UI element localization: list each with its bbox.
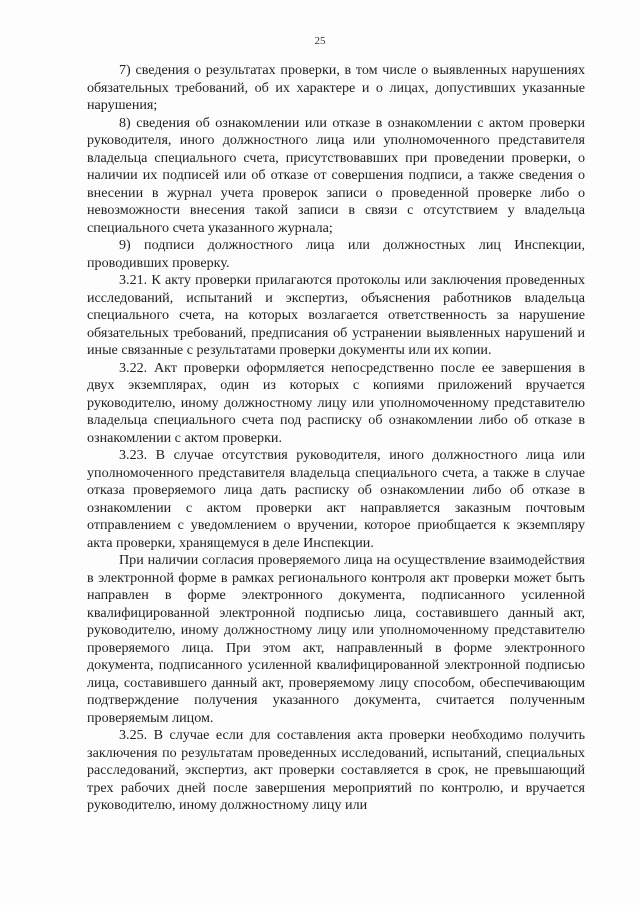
paragraph-3-23: 3.23. В случае отсутствия руководителя, иного должностного лица или уполномоченного представителя владельца специального счета, а также в случае отказа проверяемого лица дать расписку об ознакомлении либо об отказе в ознакомлении с актом проверки акт направляется заказным почтовым отправлением с уведомлением о вручении, которое приобщается к экземпляру акта проверки, хранящемуся в деле Инспекции. [87, 447, 585, 551]
page-number: 25 [314, 35, 326, 47]
paragraph-item-9: 9) подписи должностного лица или должностных лиц Инспекции, проводивших проверку. [87, 237, 585, 271]
paragraph-item-8: 8) сведения об ознакомлении или отказе в ознакомлении с актом проверки руководителя, иного должностного лица или уполномоченного представителя владельца специального счета, присутствовавших при проведении проверки, о наличии их подписей или об отказе от совершения подписи, а также сведения о внесении в журнал учета проверок записи о проведенной проверке либо о невозможности внесения такой записи в связи с отсутствием у владельца специального счета указанного журнала; [87, 114, 585, 236]
paragraph-item-7: 7) сведения о результатах проверки, в том числе о выявленных нарушениях обязательных требований, об их характере и о лицах, допустивших указанные нарушения; [87, 62, 585, 113]
paragraph-electronic-form: При наличии согласия проверяемого лица на осуществление взаимодействия в электронной форме в рамках регионального контроля акт проверки может быть направлен в форме электронного документа, подписанного усиленной квалифицированной электронной подписью лица, составившего данный акт, руководителю, иному должностному лицу или уполномоченному представителю проверяемого лица. При этом акт, направленный в форме электронного документа, подписанного усиленной квалифицированной электронной подписью лица, составившего данный акт, проверяемому лицу способом, обеспечивающим подтверждение получения указанного документа, считается полученным проверяемым лицом. [87, 552, 585, 726]
paragraph-3-21: 3.21. К акту проверки прилагаются протоколы или заключения проведенных исследований, испытаний и экспертиз, объяснения работников владельца специального счета, на которых возлагается ответственность за нарушение обязательных требований, предписания об устранении выявленных нарушений и иные связанные с результатами проверки документы или их копии. [87, 272, 585, 358]
document-body [87, 62, 585, 815]
paragraph-3-25: 3.25. В случае если для составления акта проверки необходимо получить заключения по результатам проведенных исследований, испытаний, специальных расследований, экспертиз, акт проверки составляется в срок, не превышающий трех рабочих дней после завершения мероприятий по контролю, и вручается руководителю, иному должностному лицу или [87, 727, 585, 813]
paragraph-3-22: 3.22. Акт проверки оформляется непосредственно после ее завершения в двух экземплярах, один из которых с копиями приложений вручается руководителю, иному должностному лицу или уполномоченному представителю владельца специального счета под расписку об ознакомлении либо об отказе в ознакомлении с актом проверки. [87, 359, 585, 446]
